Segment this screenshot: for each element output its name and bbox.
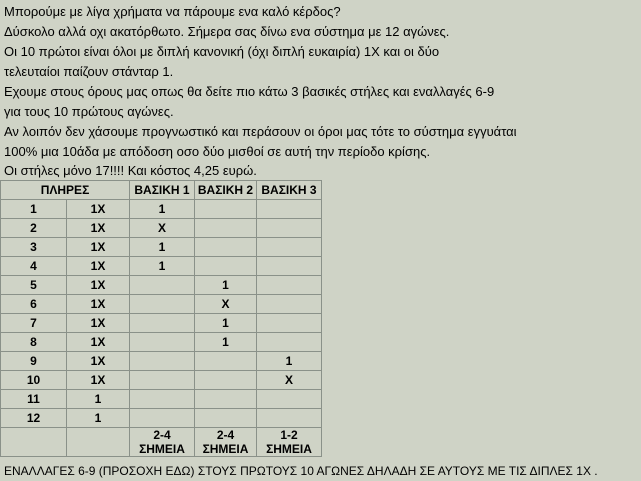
condition-basic-1: 2-4 ΣΗΜΕΙΑ: [130, 428, 195, 457]
table-row: [1, 333, 322, 352]
header-basic-3: ΒΑΣΙΚΗ 3: [257, 181, 322, 200]
full-pick: 1Χ: [67, 200, 130, 219]
match-number: 3: [1, 238, 67, 257]
basic-3-pick: [257, 314, 322, 333]
header-row: [1, 181, 322, 200]
match-number: 2: [1, 219, 67, 238]
basic-3-pick: Χ: [257, 371, 322, 390]
empty-cell: [67, 428, 130, 457]
intro-line: Αν λοιπόν δεν χάσουμε προγνωστικό και περάσουν οι όροι μας τότε το σύστημα εγγυάται: [4, 124, 517, 139]
basic-1-pick: [130, 371, 195, 390]
basic-2-pick: [195, 409, 257, 428]
table-row: [1, 219, 322, 238]
empty-cell: [1, 428, 67, 457]
table-row: [1, 371, 322, 390]
basic-3-pick: [257, 276, 322, 295]
basic-2-pick: 1: [195, 333, 257, 352]
match-number: 11: [1, 390, 67, 409]
intro-line: 100% μια 10άδα με απόδοση οσο δύο μισθοί σε αυτή την περίοδο κρίσης.: [4, 144, 431, 159]
basic-3-pick: [257, 409, 322, 428]
match-number: 7: [1, 314, 67, 333]
basic-2-pick: [195, 390, 257, 409]
basic-1-pick: 1: [130, 257, 195, 276]
full-pick: 1Χ: [67, 352, 130, 371]
basic-1-pick: [130, 352, 195, 371]
intro-line: Εχουμε στους όρους μας οπως θα δείτε πιο κάτω 3 βασικές στήλες και εναλλαγές 6-9: [4, 84, 495, 99]
basic-2-pick: [195, 219, 257, 238]
table-row: [1, 276, 322, 295]
basic-1-pick: [130, 333, 195, 352]
table-row: [1, 390, 322, 409]
basic-2-pick: [195, 238, 257, 257]
match-number: 12: [1, 409, 67, 428]
basic-1-pick: [130, 276, 195, 295]
condition-basic-3: 1-2 ΣΗΜΕΙΑ: [257, 428, 322, 457]
intro-line: για τους 10 πρώτους αγώνες.: [4, 104, 174, 119]
basic-3-pick: 1: [257, 352, 322, 371]
basic-1-pick: [130, 295, 195, 314]
basic-3-pick: [257, 295, 322, 314]
full-pick: 1Χ: [67, 371, 130, 390]
full-pick: 1: [67, 390, 130, 409]
basic-2-pick: [195, 257, 257, 276]
basic-3-pick: [257, 238, 322, 257]
basic-3-pick: [257, 390, 322, 409]
basic-2-pick: 1: [195, 314, 257, 333]
intro-line: Οι 10 πρώτοι είναι όλοι με διπλή κανονική (όχι διπλή ευκαιρία) 1Χ και οι δύο: [4, 44, 440, 59]
match-number: 4: [1, 257, 67, 276]
header-basic-2: ΒΑΣΙΚΗ 2: [195, 181, 257, 200]
basic-2-pick: [195, 371, 257, 390]
basic-2-pick: [195, 352, 257, 371]
full-pick: 1Χ: [67, 276, 130, 295]
full-pick: 1Χ: [67, 295, 130, 314]
basic-2-pick: 1: [195, 276, 257, 295]
basic-2-pick: Χ: [195, 295, 257, 314]
intro-line: Οι στήλες μόνο 17!!!! Και κόστος 4,25 ευρώ.: [4, 163, 257, 178]
table-row: [1, 409, 322, 428]
match-number: 5: [1, 276, 67, 295]
basic-1-pick: 1: [130, 238, 195, 257]
full-pick: 1Χ: [67, 333, 130, 352]
match-number: 1: [1, 200, 67, 219]
footer-note: ΕΝΑΛΛΑΓΕΣ 6-9 (ΠΡΟΣΟΧΗ ΕΔΩ) ΣΤΟΥΣ ΠΡΩΤΟΥΣ 10 ΑΓΩΝΕΣ ΔΗΛΑΔΗ ΣΕ ΑΥΤΟΥΣ ΜΕ ΤΙΣ ΔΙΠΛΕΣ 1Χ .: [4, 464, 598, 478]
basic-1-pick: Χ: [130, 219, 195, 238]
table-row: [1, 352, 322, 371]
match-number: 6: [1, 295, 67, 314]
basic-1-pick: 1: [130, 200, 195, 219]
header-full: ΠΛΗΡΕΣ: [1, 181, 130, 200]
full-pick: 1: [67, 409, 130, 428]
intro-line: Μπορούμε με λίγα χρήματα να πάρουμε ενα καλό κέρδος?: [4, 4, 341, 19]
full-pick: 1Χ: [67, 219, 130, 238]
condition-basic-2: 2-4 ΣΗΜΕΙΑ: [195, 428, 257, 457]
table-row: [1, 257, 322, 276]
basic-1-pick: [130, 409, 195, 428]
table-row: [1, 314, 322, 333]
full-pick: 1Χ: [67, 314, 130, 333]
match-number: 8: [1, 333, 67, 352]
basic-3-pick: [257, 333, 322, 352]
table-row: [1, 295, 322, 314]
system-table: [0, 180, 322, 457]
table-row: [1, 200, 322, 219]
match-number: 10: [1, 371, 67, 390]
full-pick: 1Χ: [67, 257, 130, 276]
match-number: 9: [1, 352, 67, 371]
basic-3-pick: [257, 219, 322, 238]
basic-1-pick: [130, 314, 195, 333]
basic-1-pick: [130, 390, 195, 409]
header-basic-1: ΒΑΣΙΚΗ 1: [130, 181, 195, 200]
full-pick: 1Χ: [67, 238, 130, 257]
intro-line: Δύσκολο αλλά οχι ακατόρθωτο. Σήμερα σας δίνω ενα σύστημα με 12 αγώνες.: [4, 24, 450, 39]
basic-2-pick: [195, 200, 257, 219]
intro-line: τελευταίοι παίζουν στάνταρ 1.: [4, 64, 174, 79]
basic-3-pick: [257, 200, 322, 219]
basic-3-pick: [257, 257, 322, 276]
table-row: [1, 238, 322, 257]
conditions-row: [1, 428, 322, 457]
